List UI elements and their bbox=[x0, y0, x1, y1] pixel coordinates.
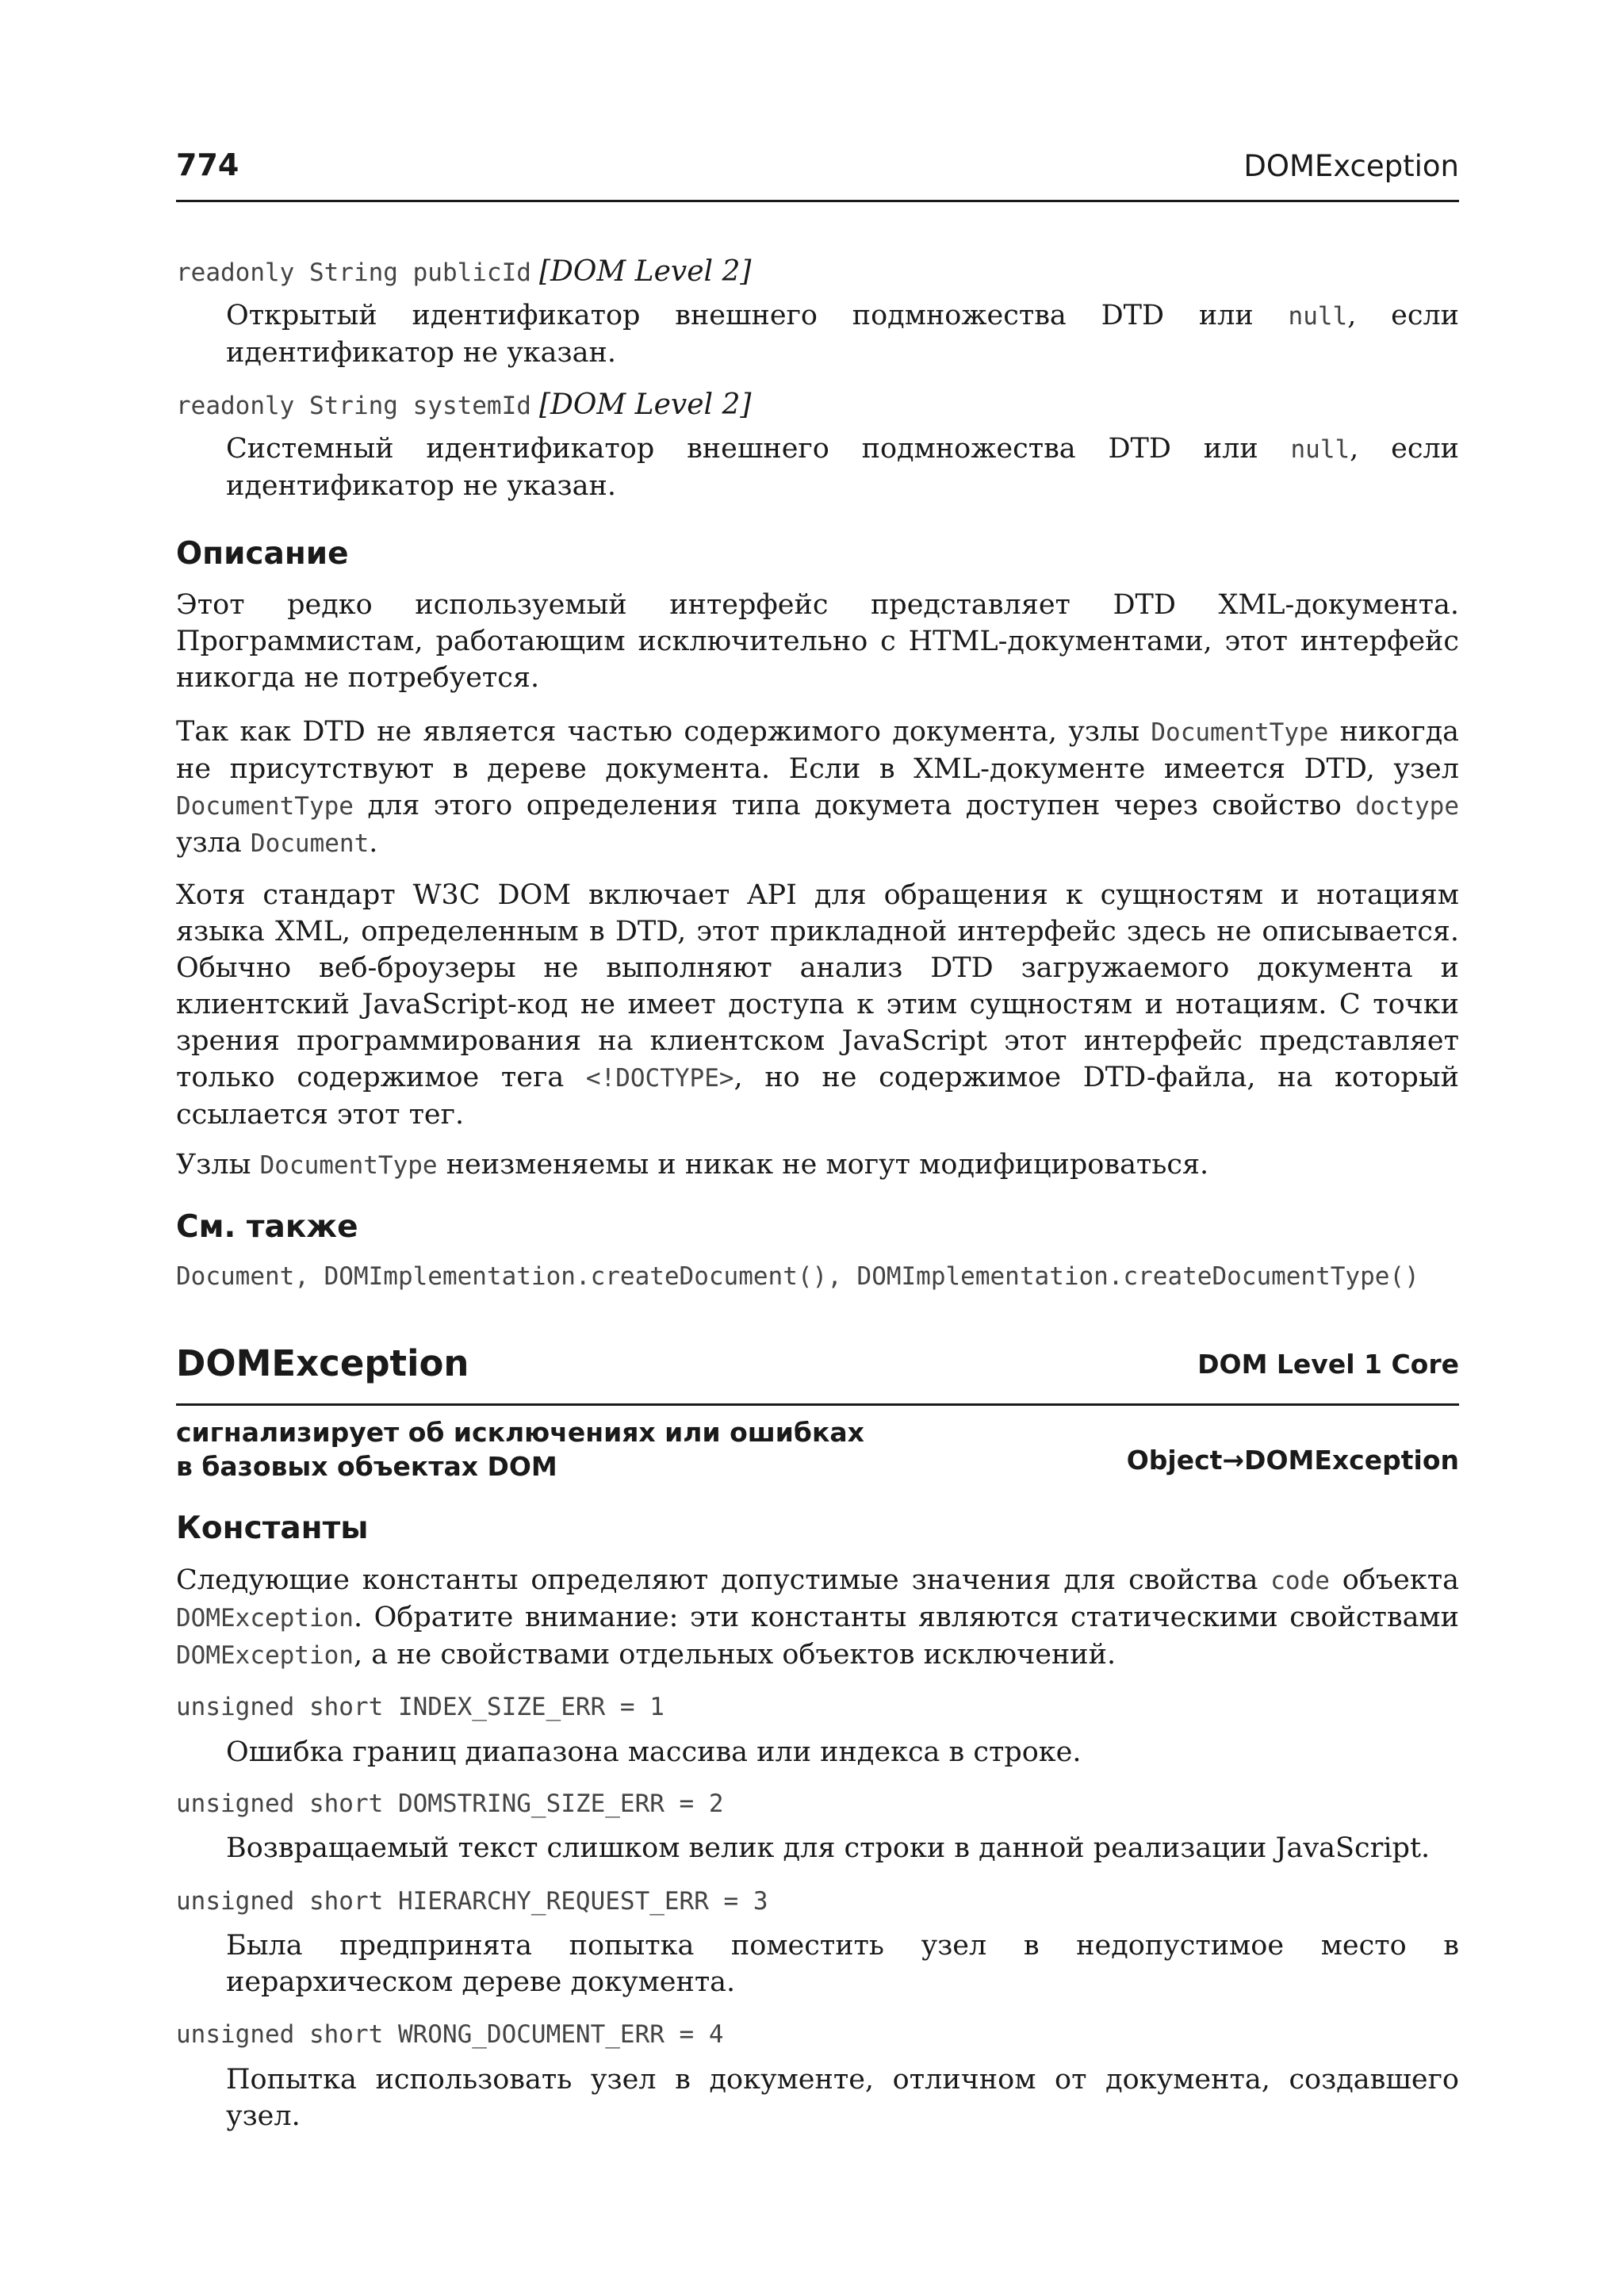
property-description: Открытый идентификатор внешнего подмножества DTD или null, если идентификатор не указан. bbox=[226, 300, 1460, 369]
section-heading-description: Описание bbox=[176, 536, 349, 572]
page-number: 774 bbox=[176, 147, 239, 182]
constant-signature: unsigned short DOMSTRING_SIZE_ERR = 2 bbox=[176, 1790, 724, 1818]
entry-level: DOM Level 1 Core bbox=[1197, 1349, 1459, 1380]
property-description: Системный идентификатор внешнего подмножества DTD или null, если идентификатор не указан. bbox=[226, 433, 1460, 502]
section-heading-see-also: См. также bbox=[176, 1209, 358, 1245]
paragraph: Узлы DocumentType неизменяемы и никак не могут модифицироваться. bbox=[176, 1149, 1209, 1181]
entry-divider bbox=[176, 1403, 1459, 1406]
paragraph: Следующие константы определяют допустимые значения для свойства code объекта DOMException. Обратите внимание: эти константы являются статическими свойствами DOMException, а не свойствами отдельных объектов исключений. bbox=[176, 1564, 1459, 1671]
constant-signature: unsigned short INDEX_SIZE_ERR = 1 bbox=[176, 1693, 665, 1721]
property-signature: readonly String systemId [DOM Level 2] bbox=[176, 389, 752, 421]
entry-summary: сигнализирует об исключениях или ошибках в базовых объектах DOM bbox=[176, 1417, 864, 1482]
entry-title: DOMException bbox=[176, 1342, 469, 1384]
constant-description: Ошибка границ диапазона массива или индекса в строке. bbox=[226, 1736, 1082, 1768]
constant-signature: unsigned short WRONG_DOCUMENT_ERR = 4 bbox=[176, 2020, 724, 2049]
section-heading-constants: Константы bbox=[176, 1510, 369, 1546]
property-signature: readonly String publicId [DOM Level 2] bbox=[176, 255, 752, 288]
paragraph: Так как DTD не является частью содержимого документа, узлы DocumentType никогда не присутствуют в дереве документа. Если в XML-документе имеется DTD, узел DocumentType для этого определения типа докумета доступен через свойство doctype узла Document. bbox=[176, 716, 1460, 859]
constant-description: Была предпринята попытка поместить узел в недопустимое место в иерархическом дереве документа. bbox=[226, 1930, 1459, 1998]
paragraph: Хотя стандарт W3C DOM включает API для обращения к сущностям и нотациям языка XML, определенным в DTD, этот прикладной интерфейс здесь не описывается. Обычно веб-броузеры не выполняют анализ DTD загружаемого документа и клиентский JavaScript-код не имеет доступа к этим сущностям и нотациям. С точки зрения программирования на клиентском JavaScript этот интерфейс представляет только содержимое тега <!DOCTYPE>, но не содержимое DTD-файла, на который ссылается этот тег. bbox=[176, 879, 1460, 1131]
constant-description: Возвращаемый текст слишком велик для строки в данной реализации JavaScript. bbox=[226, 1832, 1431, 1864]
see-also-links: Document, DOMImplementation.createDocument(), DOMImplementation.createDocumentType() bbox=[176, 1262, 1419, 1291]
paragraph: Этот редко используемый интерфейс представляет DTD XML-документа. Программистам, работающим исключительно с HTML-документами, этот интерфейс никогда не потребуется. bbox=[176, 589, 1459, 694]
constant-signature: unsigned short HIERARCHY_REQUEST_ERR = 3 bbox=[176, 1887, 768, 1916]
running-title: DOMException bbox=[1243, 149, 1459, 183]
page-header bbox=[176, 147, 1459, 202]
entry-inheritance: Object→DOMException bbox=[1126, 1445, 1459, 1476]
constant-description: Попытка использовать узел в документе, отличном от документа, создавшего узел. bbox=[226, 2064, 1459, 2132]
